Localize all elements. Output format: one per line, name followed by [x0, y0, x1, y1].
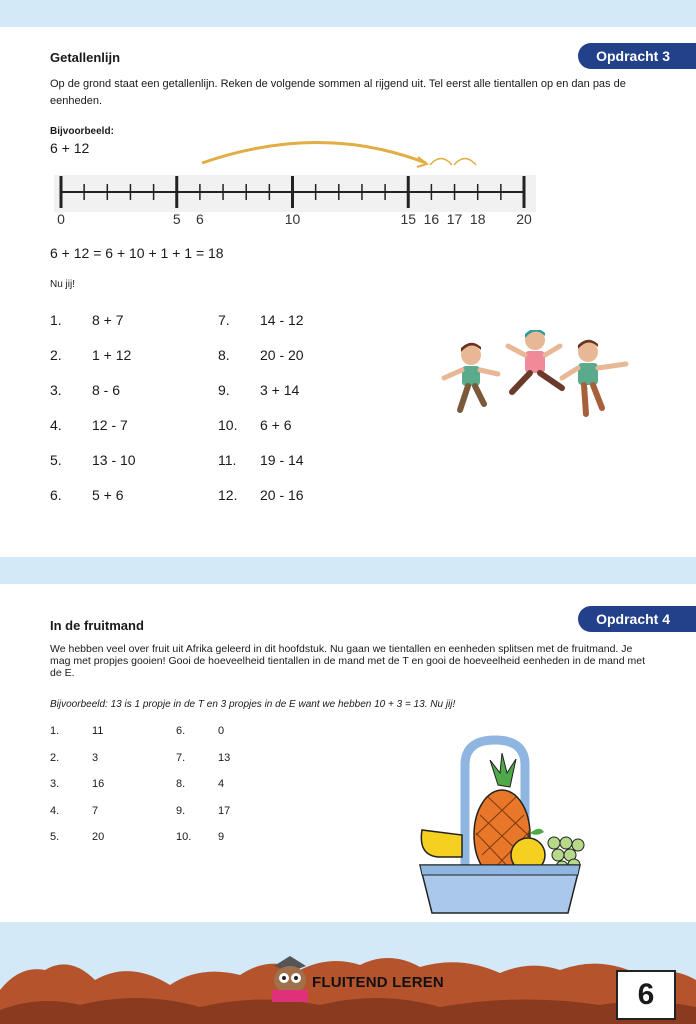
fruit-exercise-value: 20: [92, 831, 105, 843]
exercise-sum: 5 + 6: [92, 487, 124, 503]
exercise-number: 1.: [50, 312, 62, 328]
exercise-sum: 12 - 7: [92, 417, 128, 433]
exercise-number: 12.: [218, 487, 238, 503]
exercise-number: 2.: [50, 347, 62, 363]
child-2-icon: [508, 330, 562, 392]
exercise-number: 9.: [218, 382, 230, 398]
jump-arc-small-2: [454, 159, 476, 166]
jump-arc-small-1: [430, 159, 452, 166]
prompt-nu-jij: Nu jij!: [50, 279, 76, 290]
fruit-exercise-value: 16: [92, 778, 105, 790]
exercise-sum: 19 - 14: [260, 452, 304, 468]
badge-opdracht-4: Opdracht 4: [578, 606, 696, 632]
fruit-exercise-value: 7: [92, 804, 99, 817]
exercise-sum: 1 + 12: [92, 347, 132, 363]
fruit-basket-illustration: [410, 735, 590, 920]
example-sum: 6 + 12: [50, 140, 90, 156]
example-label: Bijvoorbeeld:: [50, 126, 114, 137]
jump-arrow-ten: [202, 143, 426, 164]
fruit-exercise-number: 9.: [176, 804, 186, 817]
instruction-getallenlijn: Op de grond staat een getallenlijn. Reken de volgende sommen al rijgend uit. Tel eerst alle tientallen op en dan pas de eenheden.: [50, 78, 626, 107]
fruit-exercise-value: 9: [218, 831, 225, 843]
fruit-exercise-value: 4: [218, 778, 225, 790]
badge-opdracht-3: Opdracht 3: [578, 43, 696, 69]
example-fruitmand: Bijvoorbeeld: 13 is 1 propje in de T en 3 propjes in de E want we hebben 10 + 3 = 13. Nu jij!: [50, 699, 456, 710]
exercise-sum: 14 - 12: [260, 312, 304, 328]
exercise-number: 11.: [218, 452, 237, 468]
fruit-exercise-value: 3: [92, 751, 99, 764]
child-3-icon: [562, 340, 626, 414]
fruit-exercise-value: 0: [218, 725, 225, 737]
number-line-label: 6: [196, 211, 204, 227]
exercise-number: 5.: [50, 452, 62, 468]
exercise-sum: 20 - 16: [260, 487, 304, 503]
number-line: [0, 140, 696, 240]
fruit-exercise-number: 1.: [50, 725, 60, 737]
exercise-sum: 3 + 14: [260, 382, 300, 398]
number-line-label: 10: [284, 211, 301, 227]
exercise-sum: 13 - 10: [92, 452, 136, 468]
fruit-exercise-number: 4.: [50, 804, 60, 817]
exercise-sum: 8 + 7: [92, 312, 124, 328]
fruit-exercise-number: 10.: [176, 831, 192, 843]
fruit-exercise-number: 2.: [50, 751, 60, 764]
footer-brand: FLUITEND LEREN: [312, 974, 444, 991]
exercise-sum: 6 + 6: [260, 417, 292, 433]
exercise-number: 8.: [218, 347, 230, 363]
jumping-children-illustration: [430, 330, 640, 430]
exercise-number: 10.: [218, 417, 238, 433]
fruit-exercise-number: 6.: [176, 725, 186, 737]
owl-logo-icon: [266, 952, 314, 1004]
exercise-number: 4.: [50, 417, 62, 433]
example-solution: 6 + 12 = 6 + 10 + 1 + 1 = 18: [50, 245, 224, 261]
child-1-icon: [444, 343, 498, 410]
number-line-bg: [54, 175, 536, 212]
panel-fruitmand: [0, 584, 696, 922]
page-number: 6: [616, 970, 676, 1020]
number-line-label: 15: [400, 211, 417, 227]
instruction-fruitmand: We hebben veel over fruit uit Afrika geleerd in dit hoofdstuk. Nu gaan we tientallen en eenheden splitsen met de fruitmand. Je mag met propjes gooien! Gooi de hoeveelheid tientallen in de mand met de T en gooi de hoeveelheid eenheden in de mand met de E.: [50, 643, 646, 679]
section-title-fruitmand: In de fruitmand: [50, 618, 144, 633]
fruit-exercise-value: 11: [92, 725, 104, 737]
number-line-label: 18: [469, 211, 486, 227]
exercise-sum: 8 - 6: [92, 382, 121, 398]
number-line-label: 17: [446, 211, 463, 227]
exercise-sum: 20 - 20: [260, 347, 304, 363]
fruit-exercise-number: 5.: [50, 831, 60, 843]
fruit-exercise-number: 8.: [176, 778, 186, 790]
number-line-label: 16: [423, 211, 440, 227]
fruit-exercise-value: 13: [218, 751, 231, 764]
banana-icon: [421, 830, 462, 857]
number-line-label: 5: [172, 211, 181, 227]
fruit-exercise-number: 7.: [176, 751, 186, 764]
exercise-number: 6.: [50, 487, 62, 503]
section-title-getallenlijn: Getallenlijn: [50, 50, 121, 65]
exercise-number: 3.: [50, 382, 62, 398]
fruit-exercise-value: 17: [218, 804, 231, 817]
number-line-label: 0: [57, 211, 65, 227]
number-line-label: 20: [516, 211, 532, 227]
exercise-number: 7.: [218, 312, 230, 328]
fruit-exercise-number: 3.: [50, 778, 60, 790]
